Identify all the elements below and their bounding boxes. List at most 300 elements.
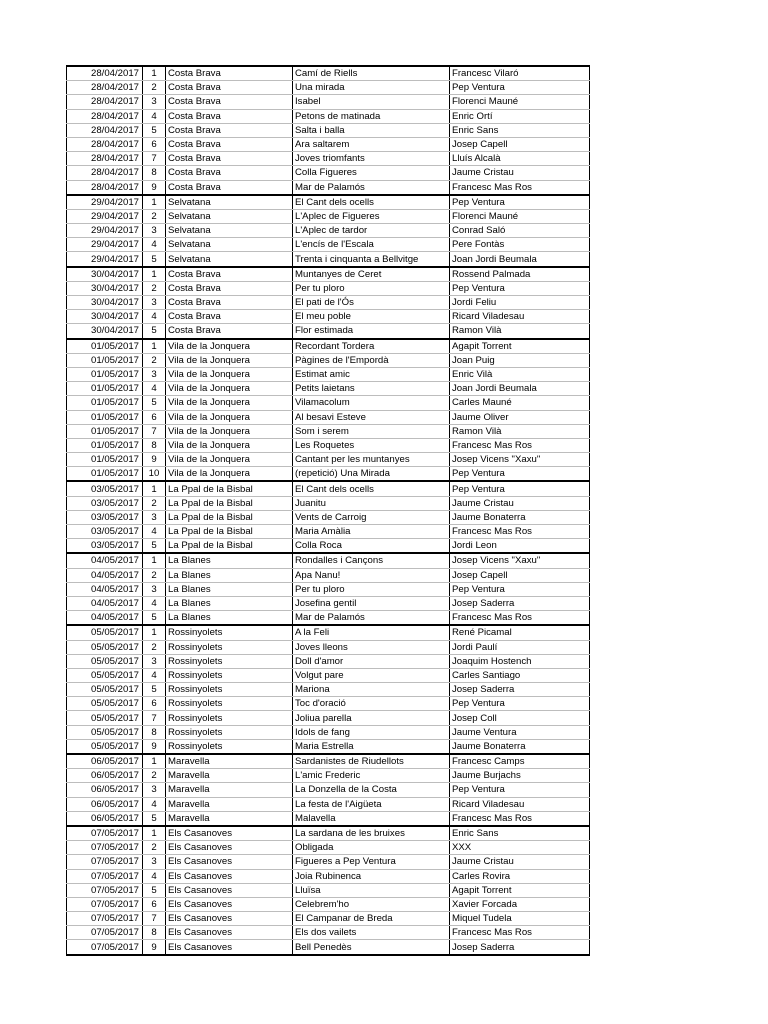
composer-cell: Jaume Bonaterra xyxy=(450,510,590,524)
table-row xyxy=(67,754,590,769)
cobla-cell: Selvatana xyxy=(166,238,293,252)
composer-cell: Francesc Mas Ros xyxy=(450,611,590,626)
cobla-cell: Vila de la Jonquera xyxy=(166,353,293,367)
number-cell: 6 xyxy=(143,410,166,424)
table-row xyxy=(67,625,590,640)
table-row xyxy=(67,897,590,911)
number-cell: 5 xyxy=(143,811,166,826)
date-cell: 07/05/2017 xyxy=(67,869,143,883)
table-row xyxy=(67,410,590,424)
date-cell: 01/05/2017 xyxy=(67,339,143,354)
table-row xyxy=(67,539,590,554)
date-cell: 04/05/2017 xyxy=(67,553,143,568)
table-row xyxy=(67,310,590,324)
table-row xyxy=(67,324,590,339)
title-cell: Toc d'oració xyxy=(293,697,450,711)
table-row xyxy=(67,697,590,711)
composer-cell: Jaume Cristau xyxy=(450,496,590,510)
composer-cell: Pere Fontàs xyxy=(450,238,590,252)
composer-cell: Jaume Bonaterra xyxy=(450,739,590,754)
cobla-cell: Costa Brava xyxy=(166,324,293,339)
title-cell: Celebrem'ho xyxy=(293,897,450,911)
cobla-cell: Costa Brava xyxy=(166,137,293,151)
composer-cell: Jordi Feliu xyxy=(450,296,590,310)
date-cell: 30/04/2017 xyxy=(67,267,143,282)
title-cell: Joia Rubinenca xyxy=(293,869,450,883)
number-cell: 3 xyxy=(143,855,166,869)
date-cell: 03/05/2017 xyxy=(67,510,143,524)
number-cell: 4 xyxy=(143,596,166,610)
date-cell: 05/05/2017 xyxy=(67,640,143,654)
title-cell: La sardana de les bruixes xyxy=(293,826,450,841)
composer-cell: Francesc Mas Ros xyxy=(450,180,590,195)
title-cell: Maria Estrella xyxy=(293,739,450,754)
number-cell: 2 xyxy=(143,281,166,295)
title-cell: Malavella xyxy=(293,811,450,826)
number-cell: 7 xyxy=(143,424,166,438)
title-cell: Idols de fang xyxy=(293,725,450,739)
cobla-cell: Els Casanoves xyxy=(166,826,293,841)
table-row xyxy=(67,438,590,452)
date-cell: 01/05/2017 xyxy=(67,467,143,482)
composer-cell: Lluís Alcalà xyxy=(450,152,590,166)
date-cell: 05/05/2017 xyxy=(67,625,143,640)
table-row xyxy=(67,224,590,238)
title-cell: Rondalles i Cançons xyxy=(293,553,450,568)
table-row xyxy=(67,467,590,482)
cobla-cell: Costa Brava xyxy=(166,95,293,109)
number-cell: 4 xyxy=(143,382,166,396)
cobla-cell: Costa Brava xyxy=(166,109,293,123)
date-cell: 28/04/2017 xyxy=(67,95,143,109)
number-cell: 2 xyxy=(143,81,166,95)
title-cell: Mar de Palamós xyxy=(293,180,450,195)
number-cell: 8 xyxy=(143,725,166,739)
number-cell: 3 xyxy=(143,510,166,524)
table-row xyxy=(67,855,590,869)
table-row xyxy=(67,166,590,180)
table-row xyxy=(67,382,590,396)
table-row xyxy=(67,353,590,367)
title-cell: Flor estimada xyxy=(293,324,450,339)
date-cell: 29/04/2017 xyxy=(67,238,143,252)
table-row xyxy=(67,481,590,496)
number-cell: 9 xyxy=(143,180,166,195)
table-row xyxy=(67,95,590,109)
number-cell: 3 xyxy=(143,224,166,238)
title-cell: Colla Roca xyxy=(293,539,450,554)
concert-schedule-table xyxy=(66,65,590,956)
number-cell: 4 xyxy=(143,869,166,883)
number-cell: 1 xyxy=(143,267,166,282)
cobla-cell: La Ppal de la Bisbal xyxy=(166,525,293,539)
cobla-cell: Costa Brava xyxy=(166,66,293,81)
cobla-cell: Rossinyolets xyxy=(166,683,293,697)
title-cell: Josefina gentil xyxy=(293,596,450,610)
composer-cell: Pep Ventura xyxy=(450,281,590,295)
number-cell: 5 xyxy=(143,252,166,267)
cobla-cell: Costa Brava xyxy=(166,81,293,95)
composer-cell: Enric Vilà xyxy=(450,367,590,381)
number-cell: 3 xyxy=(143,582,166,596)
title-cell: Joves triomfants xyxy=(293,152,450,166)
title-cell: El meu poble xyxy=(293,310,450,324)
composer-cell: Ricard Viladesau xyxy=(450,797,590,811)
composer-cell: Miquel Tudela xyxy=(450,912,590,926)
date-cell: 07/05/2017 xyxy=(67,912,143,926)
composer-cell: Francesc Mas Ros xyxy=(450,438,590,452)
number-cell: 5 xyxy=(143,611,166,626)
composer-cell: Francesc Vilaró xyxy=(450,66,590,81)
title-cell: L'amic Frederic xyxy=(293,769,450,783)
composer-cell: Pep Ventura xyxy=(450,582,590,596)
cobla-cell: Rossinyolets xyxy=(166,668,293,682)
date-cell: 06/05/2017 xyxy=(67,769,143,783)
cobla-cell: Els Casanoves xyxy=(166,869,293,883)
composer-cell: Josep Coll xyxy=(450,711,590,725)
cobla-cell: Els Casanoves xyxy=(166,897,293,911)
composer-cell: Joaquim Hostench xyxy=(450,654,590,668)
composer-cell: Enric Sans xyxy=(450,123,590,137)
date-cell: 06/05/2017 xyxy=(67,797,143,811)
title-cell: El pati de l'Ós xyxy=(293,296,450,310)
date-cell: 04/05/2017 xyxy=(67,611,143,626)
date-cell: 04/05/2017 xyxy=(67,596,143,610)
composer-cell: Enric Sans xyxy=(450,826,590,841)
title-cell: Lluïsa xyxy=(293,883,450,897)
number-cell: 8 xyxy=(143,438,166,452)
composer-cell: Josep Saderra xyxy=(450,940,590,955)
date-cell: 28/04/2017 xyxy=(67,180,143,195)
composer-cell: Josep Saderra xyxy=(450,596,590,610)
date-cell: 30/04/2017 xyxy=(67,324,143,339)
composer-cell: Agapit Torrent xyxy=(450,339,590,354)
number-cell: 4 xyxy=(143,238,166,252)
composer-cell: Carles Mauné xyxy=(450,396,590,410)
number-cell: 1 xyxy=(143,195,166,210)
title-cell: Petons de matinada xyxy=(293,109,450,123)
number-cell: 9 xyxy=(143,739,166,754)
table-row xyxy=(67,209,590,223)
table-row xyxy=(67,296,590,310)
cobla-cell: Selvatana xyxy=(166,252,293,267)
cobla-cell: Vila de la Jonquera xyxy=(166,453,293,467)
cobla-cell: Costa Brava xyxy=(166,152,293,166)
table-row xyxy=(67,252,590,267)
cobla-cell: La Ppal de la Bisbal xyxy=(166,510,293,524)
cobla-cell: La Blanes xyxy=(166,611,293,626)
cobla-cell: Rossinyolets xyxy=(166,711,293,725)
title-cell: Sardanistes de Riudellots xyxy=(293,754,450,769)
date-cell: 07/05/2017 xyxy=(67,855,143,869)
cobla-cell: Els Casanoves xyxy=(166,855,293,869)
date-cell: 28/04/2017 xyxy=(67,152,143,166)
cobla-cell: Costa Brava xyxy=(166,267,293,282)
composer-cell: Francesc Mas Ros xyxy=(450,926,590,940)
title-cell: Bell Penedès xyxy=(293,940,450,955)
table-row xyxy=(67,123,590,137)
title-cell: Doll d'amor xyxy=(293,654,450,668)
number-cell: 3 xyxy=(143,95,166,109)
title-cell: Joves lleons xyxy=(293,640,450,654)
date-cell: 07/05/2017 xyxy=(67,897,143,911)
number-cell: 4 xyxy=(143,310,166,324)
date-cell: 01/05/2017 xyxy=(67,367,143,381)
date-cell: 29/04/2017 xyxy=(67,252,143,267)
table-row xyxy=(67,769,590,783)
cobla-cell: Vila de la Jonquera xyxy=(166,367,293,381)
table-row xyxy=(67,81,590,95)
composer-cell: Florenci Mauné xyxy=(450,95,590,109)
cobla-cell: Rossinyolets xyxy=(166,725,293,739)
composer-cell: Pep Ventura xyxy=(450,783,590,797)
table-row xyxy=(67,725,590,739)
cobla-cell: Costa Brava xyxy=(166,281,293,295)
composer-cell: Joan Puig xyxy=(450,353,590,367)
title-cell: La Donzella de la Costa xyxy=(293,783,450,797)
number-cell: 2 xyxy=(143,209,166,223)
number-cell: 2 xyxy=(143,640,166,654)
date-cell: 03/05/2017 xyxy=(67,525,143,539)
cobla-cell: La Ppal de la Bisbal xyxy=(166,481,293,496)
number-cell: 9 xyxy=(143,453,166,467)
table-row xyxy=(67,137,590,151)
table-row xyxy=(67,668,590,682)
composer-cell: Agapit Torrent xyxy=(450,883,590,897)
number-cell: 8 xyxy=(143,166,166,180)
composer-cell: Jordi Leon xyxy=(450,539,590,554)
number-cell: 1 xyxy=(143,553,166,568)
cobla-cell: La Blanes xyxy=(166,553,293,568)
table-row xyxy=(67,926,590,940)
table-row xyxy=(67,424,590,438)
number-cell: 3 xyxy=(143,296,166,310)
number-cell: 5 xyxy=(143,324,166,339)
title-cell: Figueres a Pep Ventura xyxy=(293,855,450,869)
date-cell: 01/05/2017 xyxy=(67,382,143,396)
composer-cell: Josep Capell xyxy=(450,568,590,582)
table-row xyxy=(67,496,590,510)
title-cell: Volgut pare xyxy=(293,668,450,682)
table-row xyxy=(67,654,590,668)
title-cell: Petits laietans xyxy=(293,382,450,396)
number-cell: 1 xyxy=(143,481,166,496)
number-cell: 1 xyxy=(143,339,166,354)
title-cell: Una mirada xyxy=(293,81,450,95)
number-cell: 1 xyxy=(143,754,166,769)
title-cell: El Cant dels ocells xyxy=(293,195,450,210)
cobla-cell: Maravella xyxy=(166,754,293,769)
date-cell: 05/05/2017 xyxy=(67,654,143,668)
number-cell: 9 xyxy=(143,940,166,955)
date-cell: 06/05/2017 xyxy=(67,811,143,826)
title-cell: Per tu ploro xyxy=(293,582,450,596)
title-cell: Trenta i cinquanta a Bellvitge xyxy=(293,252,450,267)
table-row xyxy=(67,940,590,955)
number-cell: 1 xyxy=(143,625,166,640)
table-row xyxy=(67,195,590,210)
title-cell: Estimat amic xyxy=(293,367,450,381)
date-cell: 05/05/2017 xyxy=(67,668,143,682)
composer-cell: Jaume Ventura xyxy=(450,725,590,739)
title-cell: Muntanyes de Ceret xyxy=(293,267,450,282)
table-row xyxy=(67,783,590,797)
composer-cell: Pep Ventura xyxy=(450,481,590,496)
composer-cell: Joan Jordi Beumala xyxy=(450,252,590,267)
cobla-cell: Rossinyolets xyxy=(166,697,293,711)
cobla-cell: Rossinyolets xyxy=(166,640,293,654)
composer-cell: Carles Santiago xyxy=(450,668,590,682)
composer-cell: Pep Ventura xyxy=(450,81,590,95)
table-row xyxy=(67,826,590,841)
title-cell: Colla Figueres xyxy=(293,166,450,180)
cobla-cell: Els Casanoves xyxy=(166,912,293,926)
composer-cell: Josep Vicens "Xaxu" xyxy=(450,453,590,467)
composer-cell: Jaume Oliver xyxy=(450,410,590,424)
cobla-cell: Costa Brava xyxy=(166,123,293,137)
table-body xyxy=(67,66,590,955)
cobla-cell: La Ppal de la Bisbal xyxy=(166,539,293,554)
date-cell: 05/05/2017 xyxy=(67,683,143,697)
cobla-cell: Maravella xyxy=(166,783,293,797)
date-cell: 07/05/2017 xyxy=(67,841,143,855)
title-cell: Ara saltarem xyxy=(293,137,450,151)
number-cell: 6 xyxy=(143,897,166,911)
table-row xyxy=(67,238,590,252)
number-cell: 4 xyxy=(143,668,166,682)
date-cell: 06/05/2017 xyxy=(67,783,143,797)
cobla-cell: La Blanes xyxy=(166,596,293,610)
cobla-cell: Vila de la Jonquera xyxy=(166,396,293,410)
date-cell: 29/04/2017 xyxy=(67,209,143,223)
cobla-cell: Vila de la Jonquera xyxy=(166,467,293,482)
title-cell: Salta i balla xyxy=(293,123,450,137)
title-cell: Mar de Palamós xyxy=(293,611,450,626)
title-cell: L'Aplec de Figueres xyxy=(293,209,450,223)
table-row xyxy=(67,811,590,826)
title-cell: Mariona xyxy=(293,683,450,697)
title-cell: Maria Amàlia xyxy=(293,525,450,539)
table-row xyxy=(67,553,590,568)
cobla-cell: Els Casanoves xyxy=(166,940,293,955)
title-cell: Apa Nanu! xyxy=(293,568,450,582)
composer-cell: Francesc Mas Ros xyxy=(450,525,590,539)
number-cell: 3 xyxy=(143,783,166,797)
date-cell: 03/05/2017 xyxy=(67,539,143,554)
number-cell: 5 xyxy=(143,396,166,410)
title-cell: Els dos vailets xyxy=(293,926,450,940)
composer-cell: Carles Rovira xyxy=(450,869,590,883)
number-cell: 5 xyxy=(143,539,166,554)
number-cell: 2 xyxy=(143,568,166,582)
cobla-cell: Costa Brava xyxy=(166,180,293,195)
composer-cell: Pep Ventura xyxy=(450,195,590,210)
date-cell: 28/04/2017 xyxy=(67,109,143,123)
date-cell: 01/05/2017 xyxy=(67,453,143,467)
table-row xyxy=(67,109,590,123)
title-cell: Obligada xyxy=(293,841,450,855)
table-row xyxy=(67,683,590,697)
title-cell: Isabel xyxy=(293,95,450,109)
table-row xyxy=(67,711,590,725)
title-cell: Som i serem xyxy=(293,424,450,438)
number-cell: 5 xyxy=(143,683,166,697)
title-cell: Al besavi Esteve xyxy=(293,410,450,424)
table-row xyxy=(67,180,590,195)
number-cell: 1 xyxy=(143,66,166,81)
cobla-cell: Vila de la Jonquera xyxy=(166,438,293,452)
number-cell: 2 xyxy=(143,769,166,783)
date-cell: 28/04/2017 xyxy=(67,137,143,151)
number-cell: 6 xyxy=(143,137,166,151)
table-row xyxy=(67,367,590,381)
composer-cell: Rossend Palmada xyxy=(450,267,590,282)
title-cell: Vilamacolum xyxy=(293,396,450,410)
cobla-cell: Rossinyolets xyxy=(166,654,293,668)
composer-cell: Pep Ventura xyxy=(450,697,590,711)
date-cell: 05/05/2017 xyxy=(67,697,143,711)
composer-cell: Ramon Vilà xyxy=(450,424,590,438)
composer-cell: Jaume Cristau xyxy=(450,855,590,869)
date-cell: 07/05/2017 xyxy=(67,940,143,955)
table-row xyxy=(67,841,590,855)
date-cell: 01/05/2017 xyxy=(67,396,143,410)
cobla-cell: Selvatana xyxy=(166,224,293,238)
number-cell: 2 xyxy=(143,353,166,367)
date-cell: 30/04/2017 xyxy=(67,296,143,310)
date-cell: 29/04/2017 xyxy=(67,195,143,210)
title-cell: L'encís de l'Escala xyxy=(293,238,450,252)
cobla-cell: Rossinyolets xyxy=(166,625,293,640)
composer-cell: Ramon Vilà xyxy=(450,324,590,339)
table-row xyxy=(67,66,590,81)
number-cell: 2 xyxy=(143,841,166,855)
cobla-cell: Maravella xyxy=(166,797,293,811)
date-cell: 04/05/2017 xyxy=(67,568,143,582)
title-cell: (repetició) Una Mirada xyxy=(293,467,450,482)
date-cell: 07/05/2017 xyxy=(67,826,143,841)
date-cell: 30/04/2017 xyxy=(67,281,143,295)
table-row xyxy=(67,582,590,596)
date-cell: 04/05/2017 xyxy=(67,582,143,596)
number-cell: 5 xyxy=(143,883,166,897)
number-cell: 4 xyxy=(143,109,166,123)
composer-cell: Enric Ortí xyxy=(450,109,590,123)
cobla-cell: Els Casanoves xyxy=(166,883,293,897)
cobla-cell: Maravella xyxy=(166,811,293,826)
number-cell: 3 xyxy=(143,654,166,668)
table-row xyxy=(67,525,590,539)
table-row xyxy=(67,596,590,610)
number-cell: 4 xyxy=(143,525,166,539)
cobla-cell: Vila de la Jonquera xyxy=(166,410,293,424)
date-cell: 05/05/2017 xyxy=(67,739,143,754)
number-cell: 4 xyxy=(143,797,166,811)
date-cell: 03/05/2017 xyxy=(67,496,143,510)
date-cell: 28/04/2017 xyxy=(67,166,143,180)
title-cell: Joliua parella xyxy=(293,711,450,725)
title-cell: Les Roquetes xyxy=(293,438,450,452)
title-cell: A la Feli xyxy=(293,625,450,640)
table-row xyxy=(67,568,590,582)
cobla-cell: Costa Brava xyxy=(166,296,293,310)
table-row xyxy=(67,912,590,926)
table-row xyxy=(67,883,590,897)
title-cell: Juanitu xyxy=(293,496,450,510)
date-cell: 05/05/2017 xyxy=(67,725,143,739)
number-cell: 2 xyxy=(143,496,166,510)
cobla-cell: La Blanes xyxy=(166,582,293,596)
